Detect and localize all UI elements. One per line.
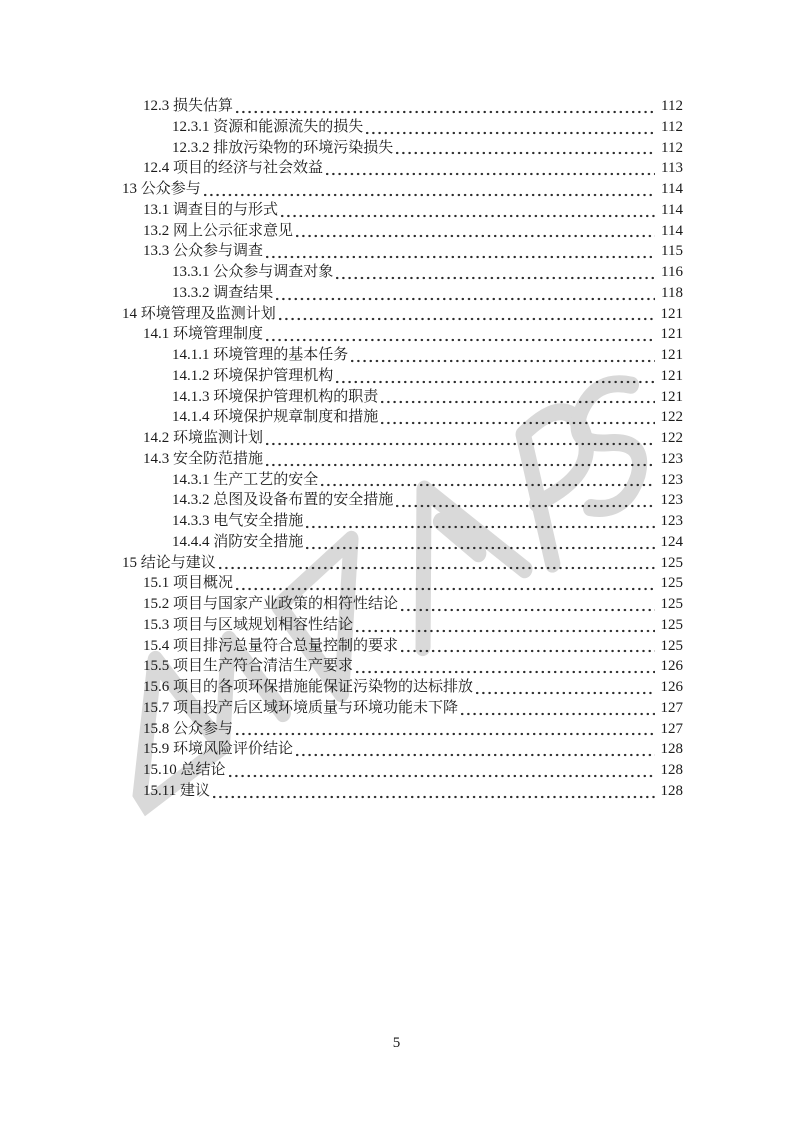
toc-dot-leader <box>219 566 655 570</box>
toc-entry-title: 13.3 公众参与调查 <box>143 243 264 260</box>
toc-entry <box>122 262 683 283</box>
toc-entry-title: 12.3.1 资源和能源流失的损失 <box>172 118 364 135</box>
toc-entry-page: 127 <box>660 720 683 737</box>
toc-entry-title: 14.1 环境管理制度 <box>143 326 264 343</box>
toc-dot-leader <box>279 317 655 321</box>
toc-entry-page: 121 <box>660 367 683 384</box>
toc-entry-page: 118 <box>661 284 683 301</box>
toc-entry-page: 126 <box>660 658 683 675</box>
toc-entry <box>122 221 683 242</box>
toc-entry-page: 124 <box>660 533 683 550</box>
toc-entry-title: 13 公众参与 <box>122 181 201 197</box>
toc-entry <box>122 677 683 698</box>
toc-entry-title: 14.1.1 环境管理的基本任务 <box>172 347 349 363</box>
toc-entry-title: 13.3.1 公众参与调查对象 <box>172 264 334 280</box>
toc-entry-page: 128 <box>660 762 683 778</box>
toc-entry-page: 122 <box>660 409 683 426</box>
toc-entry-title: 15.2 项目与国家产业政策的相符性结论 <box>143 596 399 612</box>
toc-entry-title: 15.5 项目生产符合清洁生产要求 <box>143 658 354 675</box>
toc-dot-leader <box>281 214 655 218</box>
toc-dot-leader <box>401 608 654 612</box>
toc-entry-title: 14.2 环境监测计划 <box>143 430 264 446</box>
toc-entry-title: 15.7 项目投产后区域环境质量与环境功能未下降 <box>143 699 459 716</box>
toc-entry-page: 126 <box>660 679 683 695</box>
toc-entry-title: 14.3.1 生产工艺的安全 <box>172 471 319 488</box>
toc-entry <box>122 553 683 574</box>
toc-entry-title: 15.6 项目的各项环保措施能保证污染物的达标排放 <box>143 679 474 695</box>
page-number: 5 <box>392 1035 401 1051</box>
toc-entry <box>122 96 683 117</box>
toc-entry <box>122 138 683 159</box>
toc-entry-page: 123 <box>660 513 683 529</box>
toc-dot-leader <box>266 463 654 467</box>
toc-entry-page: 128 <box>660 782 683 799</box>
toc-entry-title: 12.3.2 排放污染物的环境污染损失 <box>172 139 394 156</box>
toc-dot-leader <box>336 276 655 280</box>
toc-dot-leader <box>396 504 654 508</box>
toc-entry <box>122 636 683 657</box>
toc-dot-leader <box>276 297 655 301</box>
toc-entry-title: 15.3 项目与区域规划相容性结论 <box>143 616 354 633</box>
toc-entry <box>122 241 683 262</box>
toc-entry-page: 121 <box>660 326 683 343</box>
toc-entry <box>122 324 683 345</box>
toc-entry-page: 125 <box>660 616 683 633</box>
toc-dot-leader <box>476 691 654 695</box>
toc-entry-page: 112 <box>661 139 683 156</box>
toc-entry <box>122 760 683 781</box>
toc-entry-title: 15 结论与建议 <box>122 554 216 571</box>
toc-entry <box>122 283 683 304</box>
toc-entry-title: 14.3.2 总图及设备布置的安全措施 <box>172 492 394 509</box>
toc-entry-page: 123 <box>660 471 683 488</box>
toc-entry-page: 125 <box>660 554 683 571</box>
toc-dot-leader <box>306 546 654 550</box>
toc-entry-title: 12.4 项目的经济与社会效益 <box>143 160 324 177</box>
toc-entry-title: 15.8 公众参与 <box>143 720 234 737</box>
toc-entry-page: 127 <box>660 699 683 716</box>
toc-dot-leader <box>461 712 654 716</box>
toc-entry-title: 15.9 环境风险评价结论 <box>143 741 294 758</box>
toc-dot-leader <box>296 753 654 757</box>
toc-entry-page: 121 <box>660 388 683 405</box>
toc-entry-title: 14.1.4 环境保护规章制度和措施 <box>172 409 379 426</box>
toc-entry <box>122 345 683 366</box>
toc-entry <box>122 428 683 449</box>
toc-dot-leader <box>296 234 655 238</box>
toc-entry <box>122 781 683 802</box>
toc-entry-title: 14.3 安全防范措施 <box>143 450 264 467</box>
toc-entry <box>122 387 683 408</box>
toc-entry-title: 13.2 网上公示征求意见 <box>143 222 294 239</box>
toc-entry <box>122 573 683 594</box>
toc-entry-title: 14 环境管理及监测计划 <box>122 305 276 322</box>
toc-dot-leader <box>236 587 654 591</box>
toc-entry-page: 123 <box>660 492 683 509</box>
toc-entry-page: 112 <box>661 118 683 135</box>
toc-entry <box>122 615 683 636</box>
toc-entry-page: 128 <box>660 741 683 758</box>
toc-entry-page: 115 <box>661 243 683 260</box>
toc-entry <box>122 179 683 200</box>
toc-entry <box>122 117 683 138</box>
toc-entry-title: 15.10 总结论 <box>143 762 226 778</box>
toc-dot-leader <box>356 670 654 674</box>
toc-entry <box>122 158 683 179</box>
toc-entry-title: 13.3.2 调查结果 <box>172 284 274 301</box>
toc-dot-leader <box>236 110 655 114</box>
toc-entry-page: 121 <box>660 305 683 322</box>
toc-dot-leader <box>306 525 654 529</box>
toc-dot-leader <box>266 442 654 446</box>
toc-entry <box>122 200 683 221</box>
toc-entry <box>122 304 683 325</box>
toc-dot-leader <box>381 421 654 425</box>
toc-entry-page: 116 <box>661 264 683 280</box>
toc-entry-title: 14.1.2 环境保护管理机构 <box>172 367 334 384</box>
toc-entry-title: 15.4 项目排污总量符合总量控制的要求 <box>143 637 399 654</box>
toc-entry-title: 15.11 建议 <box>143 782 210 799</box>
toc-dot-leader <box>356 629 654 633</box>
toc-entry <box>122 366 683 387</box>
toc-entry <box>122 511 683 532</box>
table-of-contents <box>122 96 683 802</box>
toc-entry <box>122 449 683 470</box>
toc-entry-page: 114 <box>661 181 683 197</box>
toc-dot-leader <box>396 151 655 155</box>
toc-entry-page: 125 <box>660 637 683 654</box>
toc-dot-leader <box>401 649 654 653</box>
toc-entry <box>122 719 683 740</box>
toc-dot-leader <box>336 380 654 384</box>
toc-entry-title: 13.1 调查目的与形式 <box>143 201 279 218</box>
toc-entry-page: 114 <box>661 201 683 218</box>
toc-entry <box>122 739 683 760</box>
toc-dot-leader <box>351 359 654 363</box>
toc-entry-title: 14.4.4 消防安全措施 <box>172 533 304 550</box>
toc-dot-leader <box>213 795 655 799</box>
toc-dot-leader <box>266 255 655 259</box>
toc-entry-page: 113 <box>661 160 683 177</box>
toc-dot-leader <box>381 400 654 404</box>
toc-entry-title: 14.3.3 电气安全措施 <box>172 513 304 529</box>
toc-entry-title: 12.3 损失估算 <box>143 98 234 114</box>
toc-entry <box>122 698 683 719</box>
toc-entry-page: 122 <box>660 430 683 446</box>
toc-dot-leader <box>204 193 655 197</box>
toc-entry <box>122 594 683 615</box>
toc-dot-leader <box>366 131 655 135</box>
toc-entry-title: 14.1.3 环境保护管理机构的职责 <box>172 388 379 405</box>
toc-entry <box>122 490 683 511</box>
toc-entry-page: 112 <box>661 98 683 114</box>
toc-entry-page: 121 <box>660 347 683 363</box>
toc-dot-leader <box>266 338 654 342</box>
toc-dot-leader <box>326 172 655 176</box>
toc-entry <box>122 470 683 491</box>
toc-entry-page: 114 <box>661 222 683 239</box>
toc-entry <box>122 532 683 553</box>
toc-dot-leader <box>236 732 654 736</box>
toc-entry-page: 125 <box>660 575 683 592</box>
toc-entry <box>122 407 683 428</box>
toc-entry <box>122 656 683 677</box>
toc-dot-leader <box>321 483 654 487</box>
toc-entry-page: 123 <box>660 450 683 467</box>
toc-entry-page: 125 <box>660 596 683 612</box>
toc-dot-leader <box>229 774 655 778</box>
toc-entry-title: 15.1 项目概况 <box>143 575 234 592</box>
